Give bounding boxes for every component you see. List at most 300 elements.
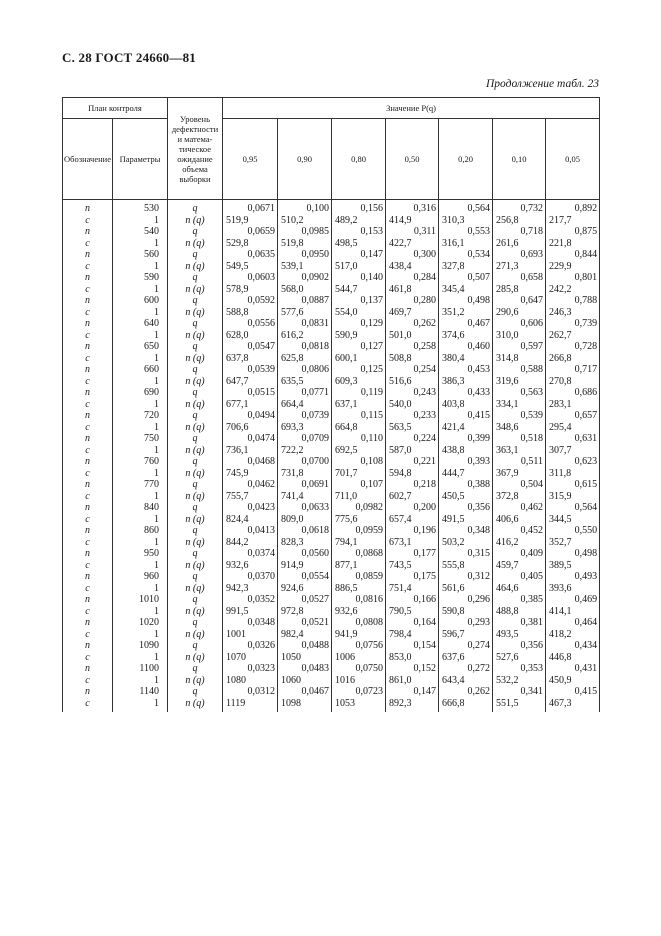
table-row xyxy=(63,295,600,307)
value-cell: 647,7 xyxy=(223,376,278,388)
value-cell: 0,127 xyxy=(332,341,386,353)
value-cell: 0,0982 xyxy=(332,502,386,514)
value-cell: 0,0859 xyxy=(332,571,386,583)
designation-cell: c xyxy=(63,284,113,296)
quantity-label: n (q) xyxy=(185,674,205,686)
quantity-label: q xyxy=(192,640,198,651)
value-cell: 0,262 xyxy=(386,318,439,330)
parameter-cell: 1 xyxy=(113,514,168,526)
quantity-cell xyxy=(168,675,223,687)
value-cell: 0,0756 xyxy=(332,640,386,652)
value-cell: 0,140 xyxy=(332,272,386,284)
value-cell: 0,152 xyxy=(386,663,439,675)
value-cell: 1006 xyxy=(332,652,386,664)
value-cell: 0,550 xyxy=(546,525,600,537)
data-table xyxy=(62,97,600,712)
table-row xyxy=(63,468,600,480)
value-cell: 1070 xyxy=(223,652,278,664)
table-row xyxy=(63,284,600,296)
parameter-cell: 1 xyxy=(113,583,168,595)
value-cell: 0,243 xyxy=(386,387,439,399)
quantity-label: q xyxy=(192,525,198,536)
value-cell: 0,107 xyxy=(332,479,386,491)
value-cell: 991,5 xyxy=(223,606,278,618)
value-cell: 563,5 xyxy=(386,422,439,434)
parameter-cell: 560 xyxy=(113,249,168,261)
value-cell: 0,539 xyxy=(493,410,546,422)
value-cell: 0,564 xyxy=(439,200,493,215)
value-cell: 0,254 xyxy=(386,364,439,376)
value-cell: 0,507 xyxy=(439,272,493,284)
table-row xyxy=(63,629,600,641)
table-row xyxy=(63,307,600,319)
value-cell: 316,1 xyxy=(439,238,493,250)
parameter-cell: 950 xyxy=(113,548,168,560)
value-cell: 0,564 xyxy=(546,502,600,514)
value-cell: 0,0959 xyxy=(332,525,386,537)
value-cell: 0,258 xyxy=(386,341,439,353)
value-cell: 0,493 xyxy=(546,571,600,583)
value-cell: 0,272 xyxy=(439,663,493,675)
value-cell: 637,8 xyxy=(223,353,278,365)
value-cell: 706,6 xyxy=(223,422,278,434)
value-cell: 577,6 xyxy=(278,307,332,319)
value-cell: 0,0515 xyxy=(223,387,278,399)
value-cell: 1050 xyxy=(278,652,332,664)
value-cell: 221,8 xyxy=(546,238,600,250)
quantity-cell xyxy=(168,468,223,480)
parameter-cell: 720 xyxy=(113,410,168,422)
table-continuation-label: Продолжение табл. 23 xyxy=(486,78,599,90)
value-cell: 469,7 xyxy=(386,307,439,319)
page-title: С. 28 ГОСТ 24660—81 xyxy=(62,50,196,65)
quantity-label: q xyxy=(192,318,198,329)
value-cell: 0,224 xyxy=(386,433,439,445)
value-cell: 0,588 xyxy=(493,364,546,376)
quantity-label: n (q) xyxy=(185,628,205,640)
value-cell: 798,4 xyxy=(386,629,439,641)
value-cell: 590,8 xyxy=(439,606,493,618)
table-row xyxy=(63,502,600,514)
value-cell: 0,0816 xyxy=(332,594,386,606)
value-cell: 352,7 xyxy=(546,537,600,549)
quantity-label: q xyxy=(192,502,198,513)
value-cell: 722,2 xyxy=(278,445,332,457)
value-cell: 743,5 xyxy=(386,560,439,572)
designation-cell: c xyxy=(63,652,113,664)
value-cell: 266,8 xyxy=(546,353,600,365)
value-cell: 510,2 xyxy=(278,215,332,227)
quantity-label: q xyxy=(192,479,198,490)
value-cell: 0,647 xyxy=(493,295,546,307)
quantity-label: n (q) xyxy=(185,559,205,571)
value-cell: 307,7 xyxy=(546,445,600,457)
value-cell: 271,3 xyxy=(493,261,546,273)
designation-cell: n xyxy=(63,686,113,698)
value-cell: 0,0554 xyxy=(278,571,332,583)
designation-cell: c xyxy=(63,353,113,365)
value-cell: 751,4 xyxy=(386,583,439,595)
value-cell: 0,718 xyxy=(493,226,546,238)
quantity-cell xyxy=(168,502,223,514)
value-cell: 0,534 xyxy=(439,249,493,261)
value-cell: 0,0468 xyxy=(223,456,278,468)
quantity-label: n (q) xyxy=(185,605,205,617)
value-cell: 0,175 xyxy=(386,571,439,583)
table-row xyxy=(63,698,600,713)
table-row xyxy=(63,594,600,606)
value-cell: 637,6 xyxy=(439,652,493,664)
designation-cell: n xyxy=(63,226,113,238)
parameter-cell: 590 xyxy=(113,272,168,284)
value-cell: 892,3 xyxy=(386,698,439,713)
table-row xyxy=(63,675,600,687)
value-cell: 0,300 xyxy=(386,249,439,261)
header-probability: 0,10 xyxy=(493,119,546,200)
quantity-cell xyxy=(168,284,223,296)
value-cell: 295,4 xyxy=(546,422,600,434)
value-cell: 1016 xyxy=(332,675,386,687)
value-cell: 0,115 xyxy=(332,410,386,422)
table-row xyxy=(63,606,600,618)
value-cell: 311,8 xyxy=(546,468,600,480)
value-cell: 493,5 xyxy=(493,629,546,641)
value-cell: 0,147 xyxy=(386,686,439,698)
quantity-label: q xyxy=(192,410,198,421)
value-cell: 464,6 xyxy=(493,583,546,595)
parameter-cell: 770 xyxy=(113,479,168,491)
table-row xyxy=(63,583,600,595)
value-cell: 444,7 xyxy=(439,468,493,480)
value-cell: 932,6 xyxy=(332,606,386,618)
quantity-label: n (q) xyxy=(185,260,205,272)
value-cell: 637,1 xyxy=(332,399,386,411)
table-row xyxy=(63,330,600,342)
parameter-cell: 1 xyxy=(113,537,168,549)
value-cell: 0,631 xyxy=(546,433,600,445)
quantity-label: n (q) xyxy=(185,536,205,548)
table-row xyxy=(63,479,600,491)
parameter-cell: 1 xyxy=(113,307,168,319)
value-cell: 242,2 xyxy=(546,284,600,296)
table-row xyxy=(63,272,600,284)
parameter-cell: 750 xyxy=(113,433,168,445)
value-cell: 0,0370 xyxy=(223,571,278,583)
value-cell: 0,0560 xyxy=(278,548,332,560)
table-row xyxy=(63,261,600,273)
value-cell: 0,415 xyxy=(439,410,493,422)
value-cell: 319,6 xyxy=(493,376,546,388)
value-cell: 0,177 xyxy=(386,548,439,560)
value-cell: 677,1 xyxy=(223,399,278,411)
table-row xyxy=(63,433,600,445)
quantity-cell xyxy=(168,215,223,227)
quantity-label: q xyxy=(192,272,198,283)
value-cell: 334,1 xyxy=(493,399,546,411)
value-cell: 982,4 xyxy=(278,629,332,641)
quantity-label: q xyxy=(192,226,198,237)
value-cell: 0,431 xyxy=(546,663,600,675)
value-cell: 0,657 xyxy=(546,410,600,422)
value-cell: 422,7 xyxy=(386,238,439,250)
designation-cell: c xyxy=(63,560,113,572)
quantity-cell xyxy=(168,640,223,652)
value-cell: 270,8 xyxy=(546,376,600,388)
value-cell: 561,6 xyxy=(439,583,493,595)
quantity-cell xyxy=(168,479,223,491)
quantity-label: q xyxy=(192,548,198,559)
parameter-cell: 1 xyxy=(113,376,168,388)
value-cell: 0,0618 xyxy=(278,525,332,537)
value-cell: 0,606 xyxy=(493,318,546,330)
value-cell: 0,296 xyxy=(439,594,493,606)
header-probability: 0,50 xyxy=(386,119,439,200)
parameter-cell: 1140 xyxy=(113,686,168,698)
value-cell: 0,0808 xyxy=(332,617,386,629)
value-cell: 0,341 xyxy=(493,686,546,698)
table-row xyxy=(63,318,600,330)
quantity-cell xyxy=(168,445,223,457)
quantity-cell xyxy=(168,261,223,273)
designation-cell: n xyxy=(63,594,113,606)
table-row xyxy=(63,456,600,468)
value-cell: 0,875 xyxy=(546,226,600,238)
value-cell: 0,399 xyxy=(439,433,493,445)
value-cell: 0,315 xyxy=(439,548,493,560)
quantity-cell xyxy=(168,548,223,560)
quantity-label: q xyxy=(192,203,198,214)
value-cell: 0,0462 xyxy=(223,479,278,491)
parameter-cell: 1010 xyxy=(113,594,168,606)
value-cell: 602,7 xyxy=(386,491,439,503)
quantity-cell xyxy=(168,353,223,365)
table-row xyxy=(63,422,600,434)
value-cell: 421,4 xyxy=(439,422,493,434)
table-row xyxy=(63,238,600,250)
value-cell: 0,553 xyxy=(439,226,493,238)
value-cell: 1119 xyxy=(223,698,278,713)
parameter-cell: 1 xyxy=(113,698,168,713)
value-cell: 529,8 xyxy=(223,238,278,250)
value-cell: 0,453 xyxy=(439,364,493,376)
value-cell: 348,6 xyxy=(493,422,546,434)
quantity-label: q xyxy=(192,594,198,605)
designation-cell: n xyxy=(63,525,113,537)
quantity-cell xyxy=(168,364,223,376)
quantity-label: n (q) xyxy=(185,398,205,410)
value-cell: 406,6 xyxy=(493,514,546,526)
value-cell: 327,8 xyxy=(439,261,493,273)
parameter-cell: 1 xyxy=(113,560,168,572)
designation-cell: c xyxy=(63,675,113,687)
value-cell: 0,0556 xyxy=(223,318,278,330)
value-cell: 0,0818 xyxy=(278,341,332,353)
quantity-label: q xyxy=(192,571,198,582)
header-probability: 0,95 xyxy=(223,119,278,200)
quantity-cell xyxy=(168,249,223,261)
value-cell: 0,0374 xyxy=(223,548,278,560)
value-cell: 0,0603 xyxy=(223,272,278,284)
quantity-label: q xyxy=(192,387,198,398)
value-cell: 941,9 xyxy=(332,629,386,641)
value-cell: 0,221 xyxy=(386,456,439,468)
value-cell: 635,5 xyxy=(278,376,332,388)
quantity-cell xyxy=(168,387,223,399)
value-cell: 0,0539 xyxy=(223,364,278,376)
value-cell: 828,3 xyxy=(278,537,332,549)
quantity-cell xyxy=(168,307,223,319)
designation-cell: c xyxy=(63,606,113,618)
parameter-cell: 1 xyxy=(113,399,168,411)
value-cell: 625,8 xyxy=(278,353,332,365)
parameter-cell: 760 xyxy=(113,456,168,468)
value-cell: 0,0592 xyxy=(223,295,278,307)
table-row xyxy=(63,445,600,457)
value-cell: 0,196 xyxy=(386,525,439,537)
value-cell: 393,6 xyxy=(546,583,600,595)
value-cell: 491,5 xyxy=(439,514,493,526)
parameter-cell: 1 xyxy=(113,261,168,273)
value-cell: 310,0 xyxy=(493,330,546,342)
value-cell: 416,2 xyxy=(493,537,546,549)
header-values: Значение P(q) xyxy=(223,98,600,119)
parameter-cell: 1 xyxy=(113,491,168,503)
value-cell: 527,6 xyxy=(493,652,546,664)
designation-cell: n xyxy=(63,272,113,284)
value-cell: 736,1 xyxy=(223,445,278,457)
value-cell: 0,563 xyxy=(493,387,546,399)
quantity-label: q xyxy=(192,456,198,467)
table-row xyxy=(63,410,600,422)
value-cell: 0,0323 xyxy=(223,663,278,675)
quantity-label: n (q) xyxy=(185,237,205,249)
designation-cell: c xyxy=(63,330,113,342)
value-cell: 555,8 xyxy=(439,560,493,572)
value-cell: 0,0494 xyxy=(223,410,278,422)
value-cell: 386,3 xyxy=(439,376,493,388)
table-row xyxy=(63,571,600,583)
value-cell: 0,293 xyxy=(439,617,493,629)
value-cell: 809,0 xyxy=(278,514,332,526)
value-cell: 0,615 xyxy=(546,479,600,491)
value-cell: 588,8 xyxy=(223,307,278,319)
value-cell: 517,0 xyxy=(332,261,386,273)
value-cell: 374,6 xyxy=(439,330,493,342)
quantity-label: n (q) xyxy=(185,467,205,479)
designation-cell: c xyxy=(63,514,113,526)
value-cell: 0,623 xyxy=(546,456,600,468)
parameter-cell: 1 xyxy=(113,330,168,342)
value-cell: 403,8 xyxy=(439,399,493,411)
quantity-cell xyxy=(168,422,223,434)
parameter-cell: 860 xyxy=(113,525,168,537)
value-cell: 0,658 xyxy=(493,272,546,284)
value-cell: 290,6 xyxy=(493,307,546,319)
value-cell: 0,0326 xyxy=(223,640,278,652)
value-cell: 0,0750 xyxy=(332,663,386,675)
value-cell: 1053 xyxy=(332,698,386,713)
value-cell: 853,0 xyxy=(386,652,439,664)
value-cell: 794,1 xyxy=(332,537,386,549)
value-cell: 489,2 xyxy=(332,215,386,227)
quantity-label: n (q) xyxy=(185,283,205,295)
quantity-label: n (q) xyxy=(185,421,205,433)
designation-cell: c xyxy=(63,307,113,319)
value-cell: 363,1 xyxy=(493,445,546,457)
quantity-cell xyxy=(168,686,223,698)
value-cell: 372,8 xyxy=(493,491,546,503)
value-cell: 0,0671 xyxy=(223,200,278,215)
value-cell: 0,125 xyxy=(332,364,386,376)
value-cell: 932,6 xyxy=(223,560,278,572)
designation-cell: n xyxy=(63,318,113,330)
value-cell: 745,9 xyxy=(223,468,278,480)
value-cell: 459,7 xyxy=(493,560,546,572)
table-row xyxy=(63,548,600,560)
value-cell: 503,2 xyxy=(439,537,493,549)
value-cell: 0,0691 xyxy=(278,479,332,491)
quantity-cell xyxy=(168,318,223,330)
parameter-cell: 540 xyxy=(113,226,168,238)
quantity-cell xyxy=(168,629,223,641)
value-cell: 924,6 xyxy=(278,583,332,595)
quantity-cell xyxy=(168,617,223,629)
designation-cell: n xyxy=(63,410,113,422)
value-cell: 0,844 xyxy=(546,249,600,261)
value-cell: 711,0 xyxy=(332,491,386,503)
value-cell: 693,3 xyxy=(278,422,332,434)
value-cell: 519,8 xyxy=(278,238,332,250)
value-cell: 389,5 xyxy=(546,560,600,572)
value-cell: 0,218 xyxy=(386,479,439,491)
value-cell: 643,4 xyxy=(439,675,493,687)
value-cell: 0,353 xyxy=(493,663,546,675)
value-cell: 0,460 xyxy=(439,341,493,353)
value-cell: 0,385 xyxy=(493,594,546,606)
table-row xyxy=(63,200,600,215)
quantity-cell xyxy=(168,606,223,618)
header-control-plan: План контроля xyxy=(63,98,168,119)
value-cell: 0,433 xyxy=(439,387,493,399)
designation-cell: n xyxy=(63,663,113,675)
value-cell: 0,0413 xyxy=(223,525,278,537)
quantity-label: q xyxy=(192,686,198,697)
value-cell: 0,0723 xyxy=(332,686,386,698)
designation-cell: c xyxy=(63,215,113,227)
quantity-cell xyxy=(168,525,223,537)
value-cell: 0,415 xyxy=(546,686,600,698)
parameter-cell: 1090 xyxy=(113,640,168,652)
parameter-cell: 1 xyxy=(113,675,168,687)
value-cell: 0,0709 xyxy=(278,433,332,445)
value-cell: 609,3 xyxy=(332,376,386,388)
table-row xyxy=(63,525,600,537)
value-cell: 600,1 xyxy=(332,353,386,365)
designation-cell: n xyxy=(63,364,113,376)
value-cell: 544,7 xyxy=(332,284,386,296)
designation-cell: n xyxy=(63,502,113,514)
quantity-cell xyxy=(168,376,223,388)
table-row xyxy=(63,617,600,629)
table-row xyxy=(63,226,600,238)
value-cell: 516,6 xyxy=(386,376,439,388)
value-cell: 666,8 xyxy=(439,698,493,713)
value-cell: 262,7 xyxy=(546,330,600,342)
quantity-cell xyxy=(168,330,223,342)
quantity-cell xyxy=(168,514,223,526)
quantity-cell xyxy=(168,410,223,422)
quantity-label: n (q) xyxy=(185,306,205,318)
